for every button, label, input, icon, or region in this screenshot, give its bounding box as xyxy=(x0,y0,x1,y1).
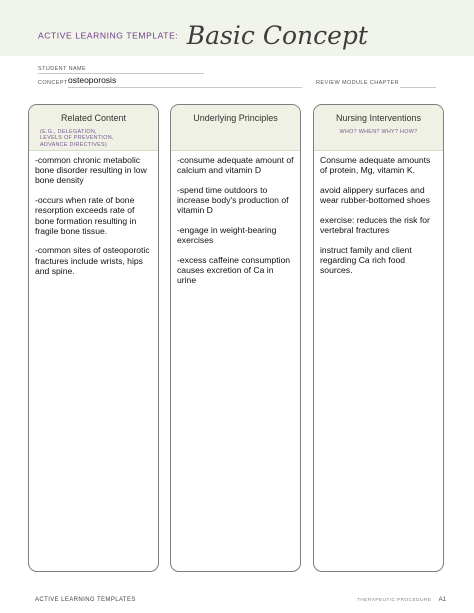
template-heading xyxy=(38,21,368,50)
review-module-label: REVIEW MODULE CHAPTER xyxy=(316,80,399,86)
footer-procedure-label: THERAPEUTIC PROCEDURE xyxy=(357,598,432,603)
subtitle-line: WHO? WHEN? WHY? HOW? xyxy=(339,129,418,135)
related-content-paragraph: -common sites of osteoporotic fractures include wrists, hips and spine. xyxy=(35,245,150,276)
panel-header xyxy=(29,105,158,151)
student-name-label: STUDENT NAME xyxy=(38,66,87,72)
principle-paragraph: -engage in weight-bearing exercises xyxy=(177,225,277,246)
principle-paragraph: -consume adequate amount of calcium and vitamin D xyxy=(177,155,294,176)
student-name-field[interactable] xyxy=(38,73,204,74)
panel-body[interactable] xyxy=(171,151,300,286)
template-label: ACTIVE LEARNING TEMPLATE: xyxy=(38,30,179,41)
footer-page-info xyxy=(357,597,446,603)
panel-subtitle xyxy=(29,129,158,148)
concept-field[interactable] xyxy=(68,87,302,88)
template-title: Basic Concept xyxy=(186,21,368,50)
review-module-field[interactable] xyxy=(400,87,436,88)
panel-underlying-principles xyxy=(170,104,301,572)
subtitle-line: ADVANCE DIRECTIVES) xyxy=(40,141,108,148)
intervention-paragraph: Consume adequate amounts of protein, Mg, vitamin K. xyxy=(320,155,431,176)
panel-title: Underlying Principles xyxy=(193,113,278,123)
panel-nursing-interventions xyxy=(313,104,444,572)
panel-subtitle xyxy=(314,129,443,135)
panel-body[interactable] xyxy=(314,151,443,275)
panel-title: Nursing Interventions xyxy=(335,113,422,123)
panel-body[interactable] xyxy=(29,151,158,276)
intervention-paragraph: avoid alippery surfaces and wear rubber-bottomed shoes xyxy=(320,184,430,206)
footer-page-number: A1 xyxy=(438,597,446,603)
principle-paragraph: -excess caffeine consumption causes excretion of Ca in urine xyxy=(177,254,291,286)
intervention-paragraph: exercise: reduces the risk for vertebral fractures xyxy=(320,214,430,236)
panel-header xyxy=(171,105,300,151)
subtitle-line: (E.G., DELEGATION, xyxy=(40,129,97,135)
panel-related-content xyxy=(28,104,159,572)
panel-header xyxy=(314,105,443,151)
intervention-paragraph: instruct family and client regarding Ca rich food sources. xyxy=(320,244,412,276)
subtitle-line: LEVELS OF PREVENTION, xyxy=(40,135,114,142)
footer-title: ACTIVE LEARNING TEMPLATES xyxy=(35,597,136,603)
principle-paragraph: -spend time outdoors to increase body's production of vitamin D xyxy=(177,184,289,216)
concept-label: CONCEPT xyxy=(38,80,68,86)
panel-title: Related Content xyxy=(60,113,127,123)
related-content-paragraph: -occurs when rate of bone resorption exceeds rate of bone formation resulting in fragile bone tissue. xyxy=(35,195,137,236)
template-header xyxy=(0,0,474,56)
related-content-paragraph: -common chronic metabolic bone disorder resulting in low bone density xyxy=(35,155,147,186)
concept-value: osteoporosis xyxy=(68,75,117,85)
